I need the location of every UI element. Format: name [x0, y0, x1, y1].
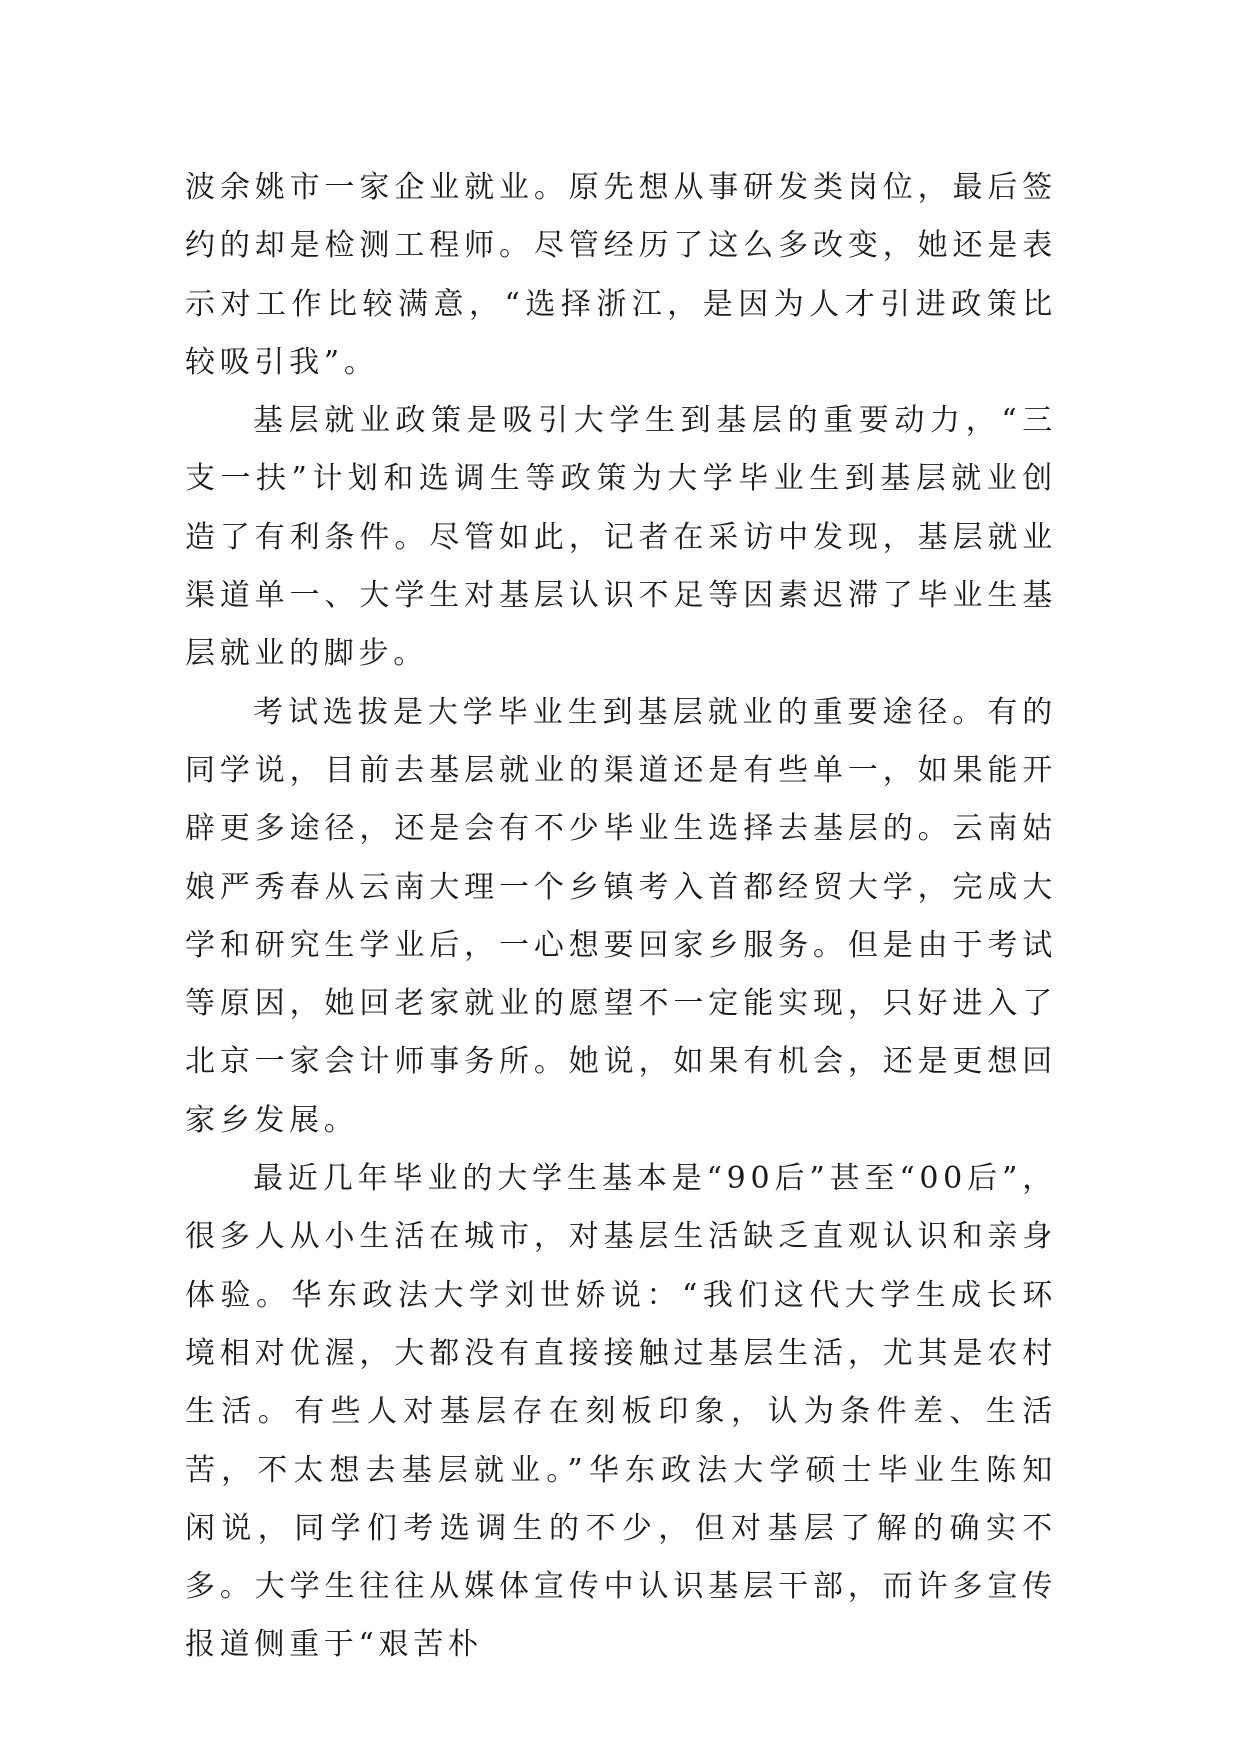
article-body: [185, 159, 1057, 1675]
paragraph-1: 波余姚市一家企业就业。原先想从事研发类岗位，最后签约的却是检测工程师。尽管经历了这么多改变，她还是表示对工作比较满意，“选择浙江，是因为人才引进政策比较吸引我”。: [185, 170, 1057, 380]
paragraph-2: 基层就业政策是吸引大学生到基层的重要动力，“三支一扶”计划和选调生等政策为大学毕业生到基层就业创造了有利条件。尽管如此，记者在采访中发现，基层就业渠道单一、大学生对基层认识不足等因素迟滞了毕业生基层就业的脚步。: [185, 403, 1057, 672]
paragraph-3: 考试选拔是大学毕业生到基层就业的重要途径。有的同学说，目前去基层就业的渠道还是有些单一，如果能开辟更多途径，还是会有不少毕业生选择去基层的。云南姑娘严秀春从云南大理一个乡镇考入首都经贸大学，完成大学和研究生学业后，一心想要回家乡服务。但是由于考试等原因，她回老家就业的愿望不一定能实现，只好进入了北京一家会计师事务所。她说，如果有机会，还是更想回家乡发展。: [185, 694, 1057, 1138]
paragraph-4: 最近几年毕业的大学生基本是“90后”甚至“00后”，很多人从小生活在城市，对基层生活缺乏直观认识和亲身体验。华东政法大学刘世娇说：“我们这代大学生成长环境相对优渥，大都没有直接接触过基层生活，尤其是农村生活。有些人对基层存在刻板印象，认为条件差、生活苦，不太想去基层就业。”华东政法大学硕士毕业生陈知闲说，同学们考选调生的不少，但对基层了解的确实不多。大学生往往从媒体宣传中认识基层干部，而许多宣传报道侧重于“艰苦朴: [185, 1161, 1057, 1663]
